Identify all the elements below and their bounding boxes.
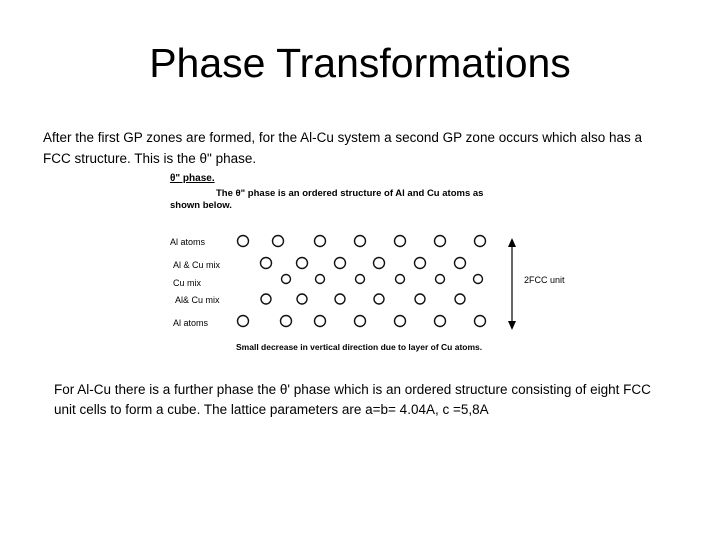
atom-circle [374, 258, 385, 269]
atom-circle [415, 258, 426, 269]
atom-circle [335, 294, 345, 304]
atom-circle [435, 316, 446, 327]
atom-circle [396, 275, 405, 284]
row-label-4: Al& Cu mix [175, 295, 220, 305]
intro-paragraph [43, 127, 703, 169]
figure-caption-line-2: shown below. [170, 200, 232, 211]
intro-line-1: After the first GP zones are formed, for the Al-Cu system a second GP zone occurs which also has a [43, 130, 643, 145]
intro-line-2: FCC structure. This is the θ" phase. [43, 151, 257, 166]
atom-circle [474, 275, 483, 284]
theta-double-prime-figure [160, 168, 580, 358]
unit-arrow-bottom [508, 321, 516, 330]
figure-footnote: Small decrease in vertical direction due to layer of Cu atoms. [236, 342, 483, 352]
atom-circle [455, 294, 465, 304]
atom-circle [273, 236, 284, 247]
theta-prime-paragraph [54, 380, 694, 420]
atom-grid [238, 236, 486, 327]
atom-circle [297, 258, 308, 269]
atom-circle [356, 275, 365, 284]
atom-circle [395, 236, 406, 247]
atom-structure-diagram [160, 168, 580, 358]
unit-label: 2FCC unit [524, 275, 565, 285]
atom-circle [415, 294, 425, 304]
atom-circle [436, 275, 445, 284]
figure-heading: θ" phase. [170, 173, 215, 184]
atom-circle [374, 294, 384, 304]
atom-circle [297, 294, 307, 304]
theta-prime-line-2: unit cells to form a cube. The lattice parameters are a=b= 4.04A, c =5,8A [54, 402, 489, 417]
atom-circle [435, 236, 446, 247]
atom-circle [355, 316, 366, 327]
theta-prime-line-1: For Al-Cu there is a further phase the θ' phase which is an ordered structure consisting of eight FCC [54, 382, 651, 397]
atom-circle [261, 294, 271, 304]
figure-caption-line-1: The θ" phase is an ordered structure of Al and Cu atoms as [216, 188, 484, 199]
slide-title: Phase Transformations [149, 40, 571, 86]
atom-circle [282, 275, 291, 284]
row-label-1: Al atoms [170, 237, 206, 247]
unit-arrow-top [508, 238, 516, 247]
atom-circle [355, 236, 366, 247]
atom-circle [315, 236, 326, 247]
atom-circle [261, 258, 272, 269]
atom-circle [395, 316, 406, 327]
atom-circle [455, 258, 466, 269]
atom-circle [238, 316, 249, 327]
atom-circle [335, 258, 346, 269]
atom-circle [316, 275, 325, 284]
atom-circle [475, 236, 486, 247]
atom-circle [475, 316, 486, 327]
row-label-2: Al & Cu mix [173, 260, 221, 270]
row-label-5: Al atoms [173, 318, 209, 328]
atom-circle [281, 316, 292, 327]
atom-circle [315, 316, 326, 327]
row-label-3: Cu mix [173, 278, 202, 288]
atom-circle [238, 236, 249, 247]
